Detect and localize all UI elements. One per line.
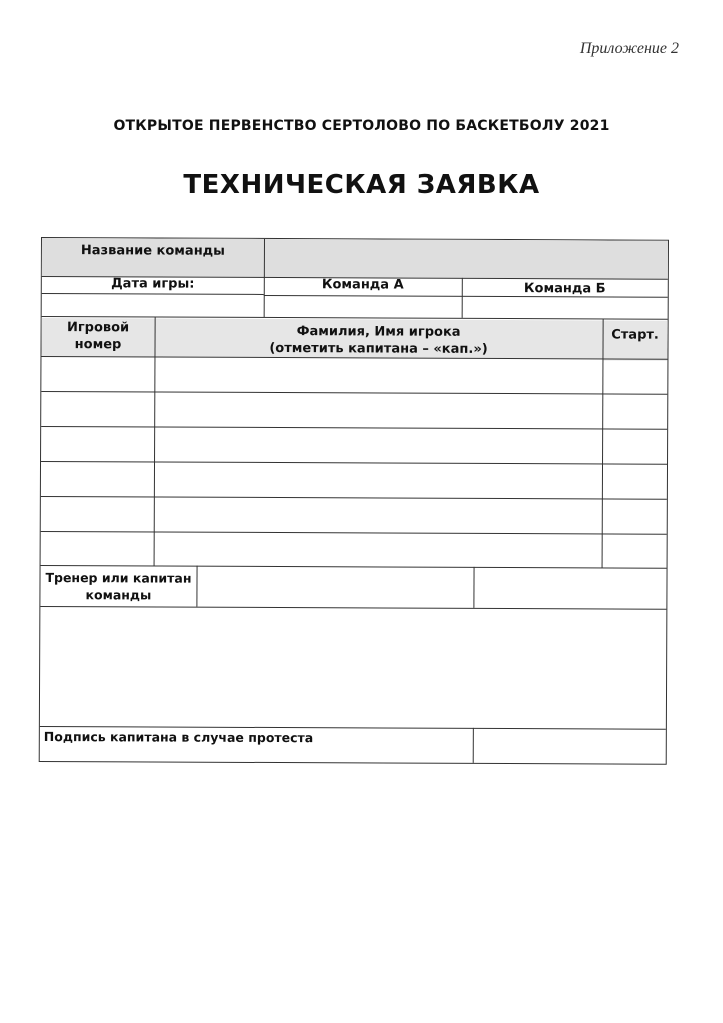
player-row-3[interactable] [41,428,667,466]
player-row-6[interactable] [41,533,667,569]
protest-signature-label-cell [44,728,464,760]
team-name-label: Название команды [80,243,225,259]
game-date-label-cell [42,276,264,293]
team-name-field[interactable] [264,239,668,279]
appendix-label: Приложение 2 [579,40,679,57]
player-name-header [154,318,602,358]
coach-label-line1: Тренер или капитан [45,570,192,586]
player-name-header-line1: Фамилия, Имя игрока [296,324,461,340]
player-row-1[interactable] [41,358,667,396]
player-number-header [41,318,154,356]
application-form-table [39,237,669,765]
grid-line [462,278,463,318]
player-name-header-line2: (отметить капитана – «кап.») [269,340,488,357]
document-title: ТЕХНИЧЕСКАЯ ЗАЯВКА [183,170,540,200]
notes-area[interactable] [40,608,667,728]
event-title: ОТКРЫТОЕ ПЕРВЕНСТВО СЕРТОЛОВО ПО БАСКЕТБОЛУ 2021 [113,118,610,134]
team-a-label-cell [264,277,462,294]
start-header-label: Старт. [611,327,659,343]
coach-label-cell [40,566,196,607]
player-row-5[interactable] [41,498,667,536]
player-row-2[interactable] [41,393,667,431]
coach-name-field[interactable] [196,567,473,608]
protest-signature-field[interactable] [473,730,666,763]
start-header [602,320,667,360]
coach-label-line2: команды [85,587,152,603]
game-date-label: Дата игры: [111,276,195,292]
player-number-header-line1: Игровой [66,320,130,336]
player-row-4[interactable] [41,463,667,501]
team-name-label-cell [42,238,264,277]
team-b-label: Команда Б [523,281,606,297]
protest-signature-label: Подпись капитана в случае протеста [43,729,314,746]
coach-signature-field[interactable] [473,568,666,609]
grid-line [473,567,474,608]
grid-line [196,566,197,607]
team-a-label: Команда А [321,277,404,293]
grid-line [473,728,474,763]
team-a-field[interactable] [264,295,462,320]
player-number-header-line2: номер [74,337,122,353]
